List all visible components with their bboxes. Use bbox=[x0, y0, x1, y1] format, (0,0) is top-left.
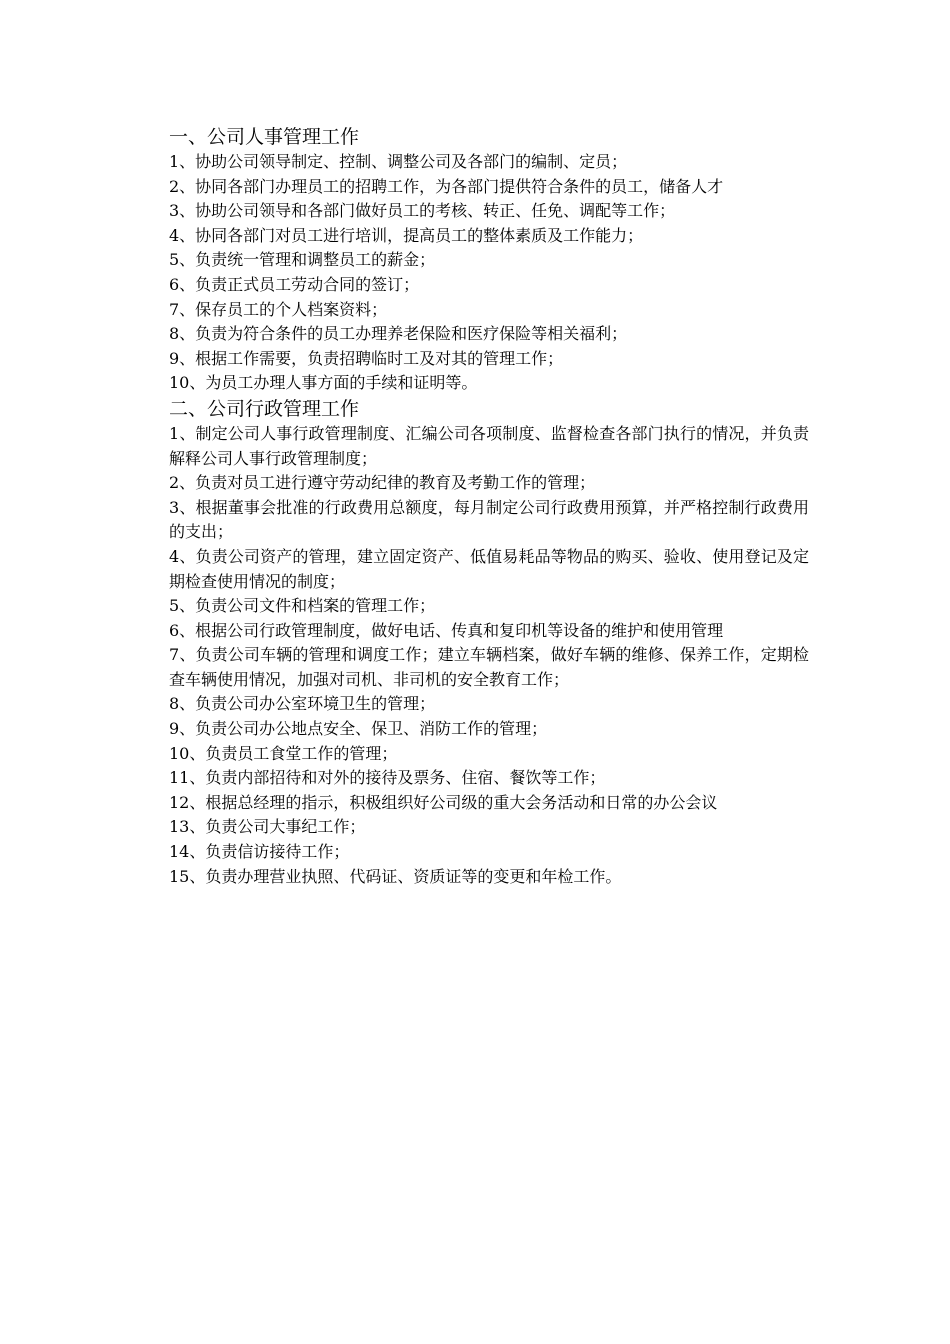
list-item: 13、负责公司大事纪工作； bbox=[169, 817, 366, 837]
list-item: 15、负责办理营业执照、代码证、资质证等的变更和年检工作。 bbox=[169, 866, 622, 886]
list-item: 14、负责信访接待工作； bbox=[169, 842, 350, 862]
list-item: 4、负责公司资产的管理，建立固定资产、低值易耗品等物品的购买、验收、使用登记及定期检查使用情况的制度； bbox=[169, 546, 809, 591]
list-item: 2、负责对员工进行遵守劳动纪律的教育及考勤工作的管理； bbox=[169, 473, 596, 493]
list-item: 9、根据工作需要，负责招聘临时工及对其的管理工作； bbox=[169, 348, 564, 368]
list-item: 10、负责员工食堂工作的管理； bbox=[169, 743, 398, 763]
list-item: 10、为员工办理人事方面的手续和证明等。 bbox=[169, 373, 478, 393]
section-title-admin: 二、公司行政管理工作 bbox=[169, 397, 360, 420]
list-item: 7、负责公司车辆的管理和调度工作；建立车辆档案，做好车辆的维修、保养工作，定期检查车辆使用情况，加强对司机、非司机的安全教育工作； bbox=[169, 645, 809, 689]
list-item: 1、制定公司人事行政管理制度、汇编公司各项制度、监督检查各部门执行的情况，并负责解释公司人事行政管理制度； bbox=[169, 423, 809, 468]
list-item: 8、负责为符合条件的员工办理养老保险和医疗保险等相关福利； bbox=[169, 324, 628, 344]
list-item: 6、负责正式员工劳动合同的签订； bbox=[169, 274, 420, 294]
document-page bbox=[169, 124, 809, 889]
list-item: 4、协同各部门对员工进行培训，提高员工的整体素质及工作能力； bbox=[169, 225, 644, 245]
list-item: 11、负责内部招待和对外的接待及票务、住宿、餐饮等工作； bbox=[169, 768, 606, 788]
list-item: 9、负责公司办公地点安全、保卫、消防工作的管理； bbox=[169, 719, 548, 739]
list-item: 3、协助公司领导和各部门做好员工的考核、转正、任免、调配等工作； bbox=[169, 201, 676, 221]
list-item: 12、根据总经理的指示，积极组织好公司级的重大会务活动和日常的办公会议 bbox=[169, 792, 718, 812]
list-item: 8、负责公司办公室环境卫生的管理； bbox=[169, 694, 436, 714]
list-item: 1、协助公司领导制定、控制、调整公司及各部门的编制、定员； bbox=[169, 152, 628, 171]
list-item: 7、保存员工的个人档案资料； bbox=[169, 299, 388, 319]
section-title-hr: 一、公司人事管理工作 bbox=[169, 126, 360, 148]
list-item: 6、根据公司行政管理制度，做好电话、传真和复印机等设备的维护和使用管理 bbox=[169, 620, 724, 640]
list-item: 3、根据董事会批准的行政费用总额度，每月制定公司行政费用预算，并严格控制行政费用的支出； bbox=[169, 497, 809, 542]
list-item: 2、协同各部门办理员工的招聘工作，为各部门提供符合条件的员工，储备人才 bbox=[169, 176, 724, 196]
list-item: 5、负责公司文件和档案的管理工作； bbox=[169, 596, 436, 616]
list-item: 5、负责统一管理和调整员工的薪金； bbox=[169, 250, 436, 270]
